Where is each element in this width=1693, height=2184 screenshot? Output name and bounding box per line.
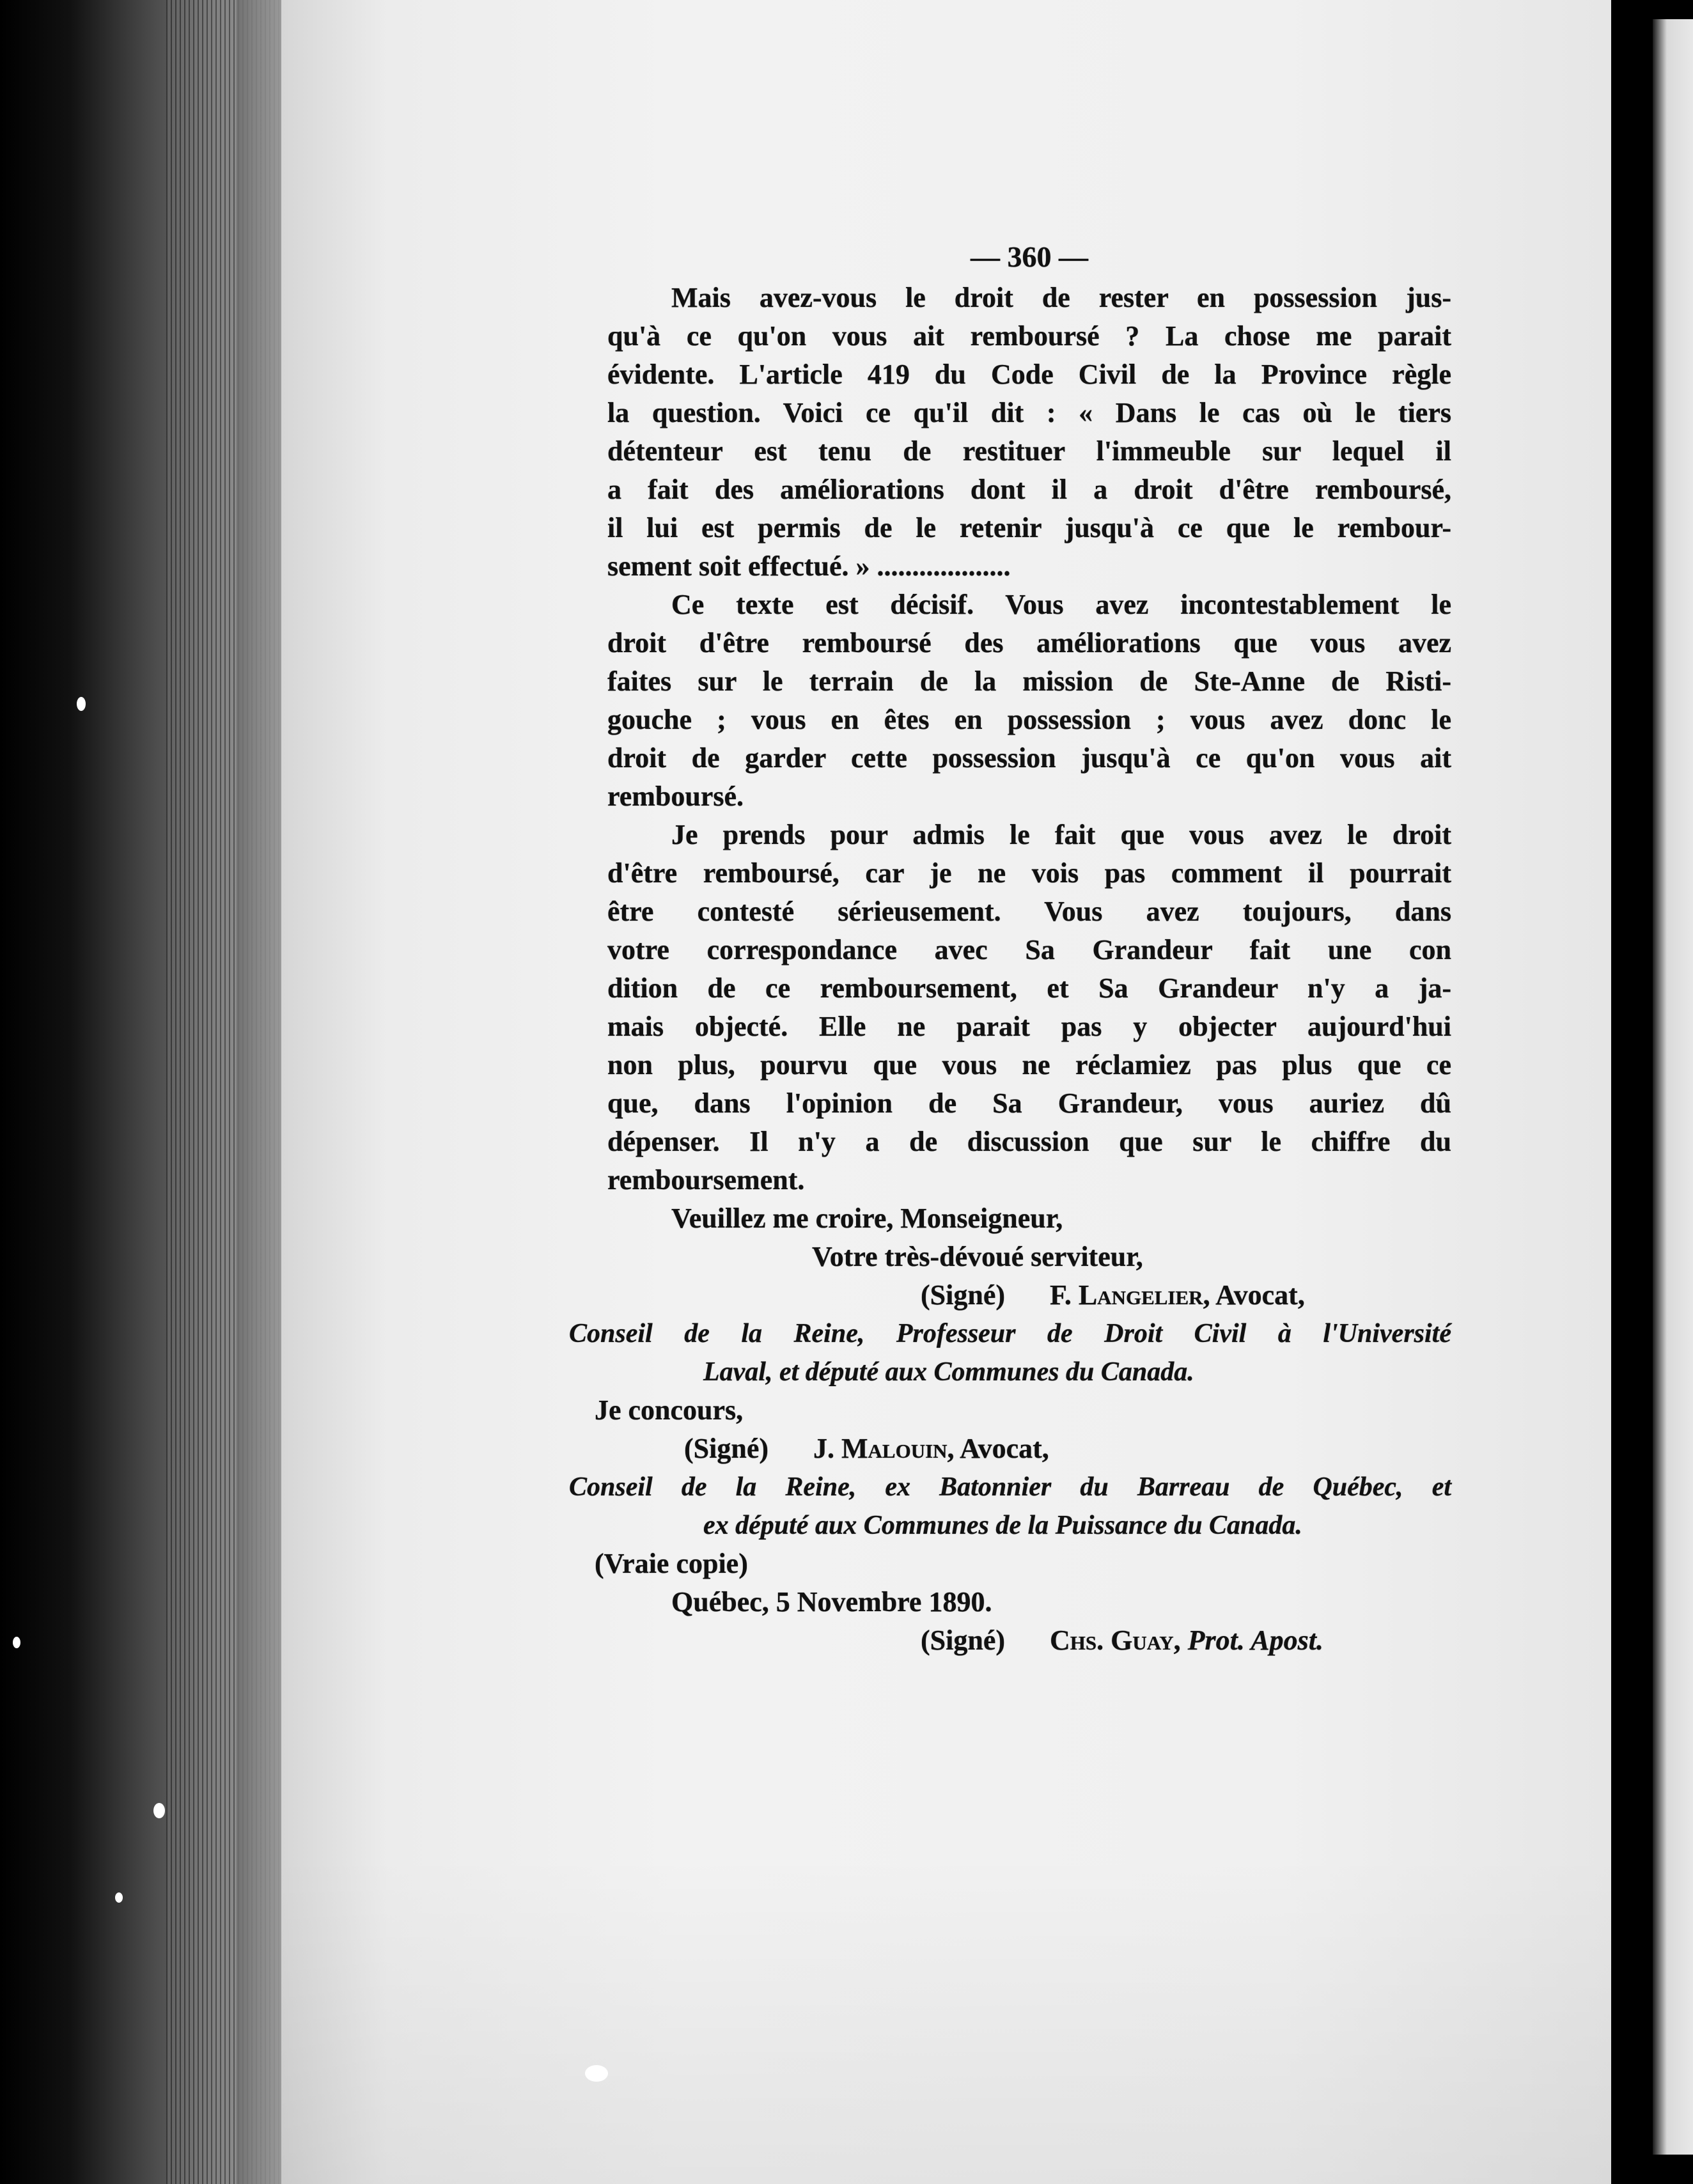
text-line: il lui est permis de le retenir jusqu'à ce que le rembour- <box>607 512 1451 543</box>
signer-title: Prot. Apost. <box>1187 1625 1323 1656</box>
text-line: d'être remboursé, car je ne vois pas comment il pourrait <box>607 857 1451 889</box>
text-line: être contesté sérieusement. Vous avez toujours, dans <box>607 896 1451 927</box>
signe-label: (Signé) <box>921 1625 1005 1656</box>
text-line: non plus, pourvu que vous ne réclamiez pas plus que ce <box>607 1049 1451 1080</box>
text-line: gouche ; vous en êtes en possession ; vous avez donc le <box>607 704 1451 735</box>
closing-servant: Votre très-dévoué serviteur, <box>812 1241 1143 1272</box>
text-line: droit d'être remboursé des améliorations que vous avez <box>607 627 1451 659</box>
paragraph-2 <box>607 586 1451 816</box>
signer-name: Chs. Guay <box>1050 1625 1174 1656</box>
scan-speck <box>115 1892 123 1903</box>
signature-malouin <box>607 1430 1451 1468</box>
signer-name: F. Langelier <box>1050 1279 1203 1311</box>
paragraph-1 <box>607 279 1451 586</box>
text-line: Mais avez-vous le droit de rester en possession jus- <box>671 282 1451 313</box>
signature-langelier <box>607 1276 1451 1314</box>
credentials-line: Conseil de la Reine, Professeur de Droit Civil à l'Université <box>569 1319 1451 1348</box>
text-line: Je prends pour admis le fait que vous avez le droit <box>671 819 1451 850</box>
signature-guay: (Signé) Chs. Guay, Prot. Apost. <box>921 1625 1323 1656</box>
text-line: détenteur est tenu de restituer l'immeuble sur lequel il <box>607 435 1451 467</box>
signe-label: (Signé) <box>684 1433 768 1464</box>
credentials-line: ex député aux Communes de la Puissance du Canada. <box>703 1511 1302 1540</box>
signer-title: , Avocat, <box>947 1433 1049 1464</box>
concours-line: Je concours, <box>595 1394 744 1426</box>
text-line: qu'à ce qu'on vous ait remboursé ? La chose me parait <box>607 320 1451 352</box>
facing-page-edge <box>1653 19 1693 2155</box>
signer-name: J. Malouin <box>813 1433 948 1464</box>
scan-speck <box>13 1637 20 1648</box>
text-line: a fait des améliorations dont il a droit d'être remboursé, <box>607 474 1451 505</box>
closing-salutation: Veuillez me croire, Monseigneur, <box>671 1203 1063 1234</box>
text-line: remboursement. <box>607 1164 805 1196</box>
signe-label: (Signé) <box>921 1279 1005 1311</box>
text-line: sement soit effectué. » ................... <box>607 550 1011 582</box>
text-line: faites sur le terrain de la mission de Ste-Anne de Risti- <box>607 666 1451 697</box>
credentials-line: Conseil de la Reine, ex Batonnier du Barreau de Québec, et <box>569 1472 1451 1502</box>
text-line: votre correspondance avec Sa Grandeur fait une con <box>607 934 1451 965</box>
date-line: Québec, 5 Novembre 1890. <box>671 1586 992 1618</box>
scan-speck <box>153 1803 165 1818</box>
scan-speck <box>77 697 86 711</box>
text-line: droit de garder cette possession jusqu'à ce qu'on vous ait <box>607 742 1451 774</box>
text-line: dépenser. Il n'y a de discussion que sur le chiffre du <box>607 1126 1451 1157</box>
signer-title: , Avocat, <box>1203 1279 1305 1311</box>
page-number: — 360 — <box>971 240 1088 273</box>
text-line: dition de ce remboursement, et Sa Grandeur n'y a ja- <box>607 972 1451 1004</box>
text-line: remboursé. <box>607 781 744 812</box>
text-line: que, dans l'opinion de Sa Grandeur, vous auriez dû <box>607 1088 1451 1119</box>
text-line: mais objecté. Elle ne parait pas y objecter aujourd'hui <box>607 1011 1451 1042</box>
text-line: évidente. L'article 419 du Code Civil de la Province règle <box>607 359 1451 390</box>
paragraph-3 <box>607 816 1451 1199</box>
scan-speck <box>585 2065 608 2082</box>
page-text <box>569 238 1451 1660</box>
credentials-line: Laval, et député aux Communes du Canada. <box>703 1357 1194 1387</box>
vraie-copie: (Vraie copie) <box>595 1548 748 1579</box>
page-bottom-shade <box>281 1854 1611 2184</box>
text-line: Ce texte est décisif. Vous avez incontestablement le <box>671 589 1451 620</box>
text-line: la question. Voici ce qu'il dit : « Dans le cas où le tiers <box>607 397 1451 428</box>
